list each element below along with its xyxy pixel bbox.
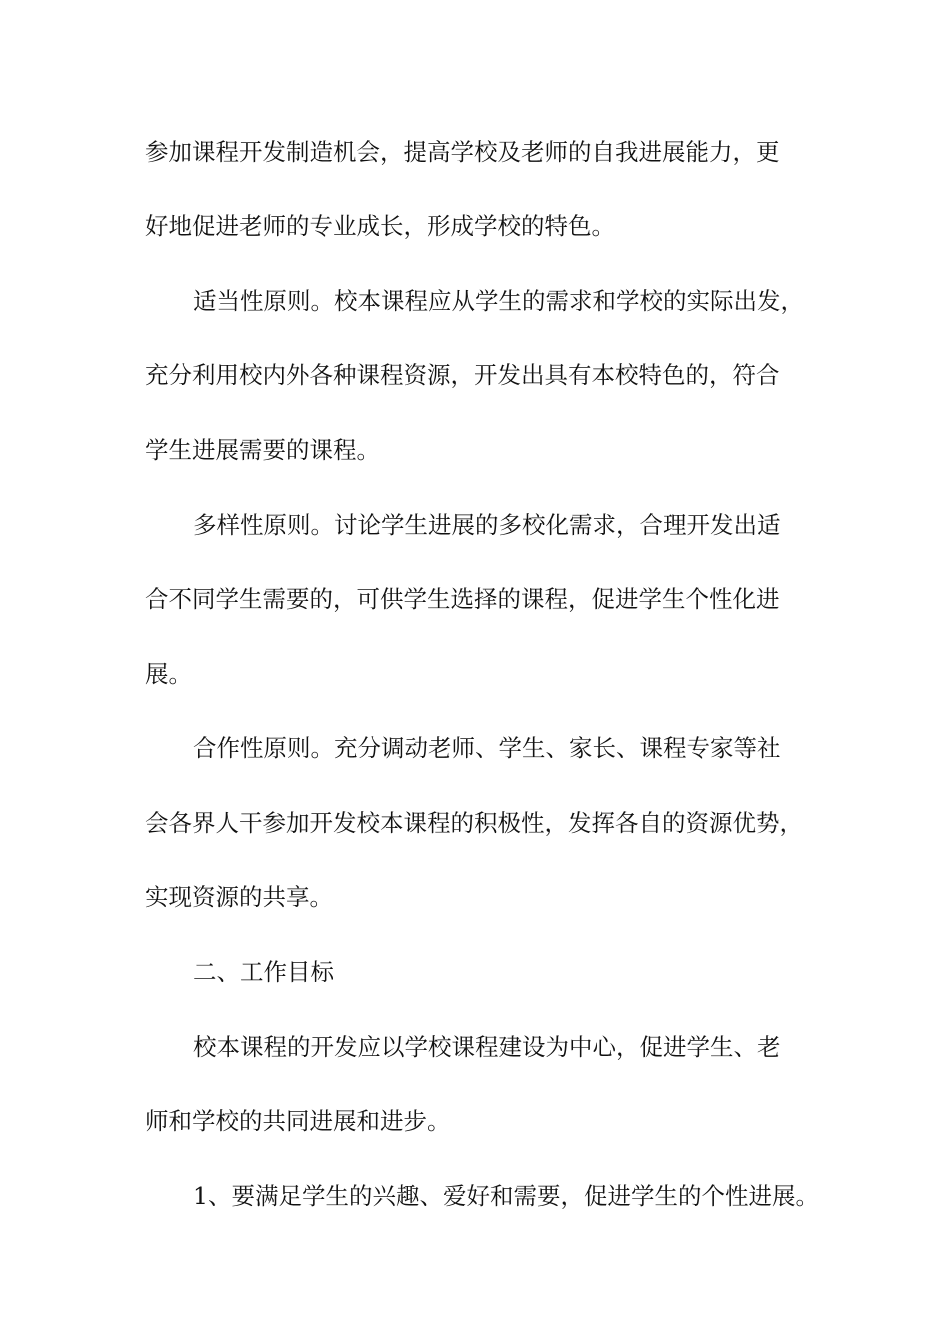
text-line: 展。 (145, 660, 192, 688)
text-line: 实现资源的共享。 (145, 883, 333, 911)
text-line: 好地促进老师的专业成长，形成学校的特色。 (145, 212, 615, 240)
text-line: 合不同学生需要的，可供学生选择的课程，促进学生个性化进 (145, 585, 780, 613)
paragraph-start-line: 适当性原则。校本课程应从学生的需求和学校的实际出发， (193, 287, 804, 315)
text-line: 充分利用校内外各种课程资源，开发出具有本校特色的，符合 (145, 361, 780, 389)
paragraph-start-line: 合作性原则。充分调动老师、学生、家长、课程专家等社 (193, 734, 781, 762)
list-item: 1、要满足学生的兴趣、爱好和需要，促进学生的个性进展。 (193, 1182, 819, 1210)
section-heading: 二、工作目标 (193, 958, 334, 986)
paragraph-start-line: 校本课程的开发应以学校课程建设为中心，促进学生、老 (193, 1033, 781, 1061)
text-line: 学生进展需要的课程。 (145, 436, 380, 464)
text-line: 会各界人干参加开发校本课程的积极性，发挥各自的资源优势， (145, 809, 803, 837)
text-line: 参加课程开发制造机会，提高学校及老师的自我进展能力，更 (145, 138, 780, 166)
text-line: 师和学校的共同进展和进步。 (145, 1107, 451, 1135)
paragraph-start-line: 多样性原则。讨论学生进展的多校化需求，合理开发出适 (193, 511, 781, 539)
